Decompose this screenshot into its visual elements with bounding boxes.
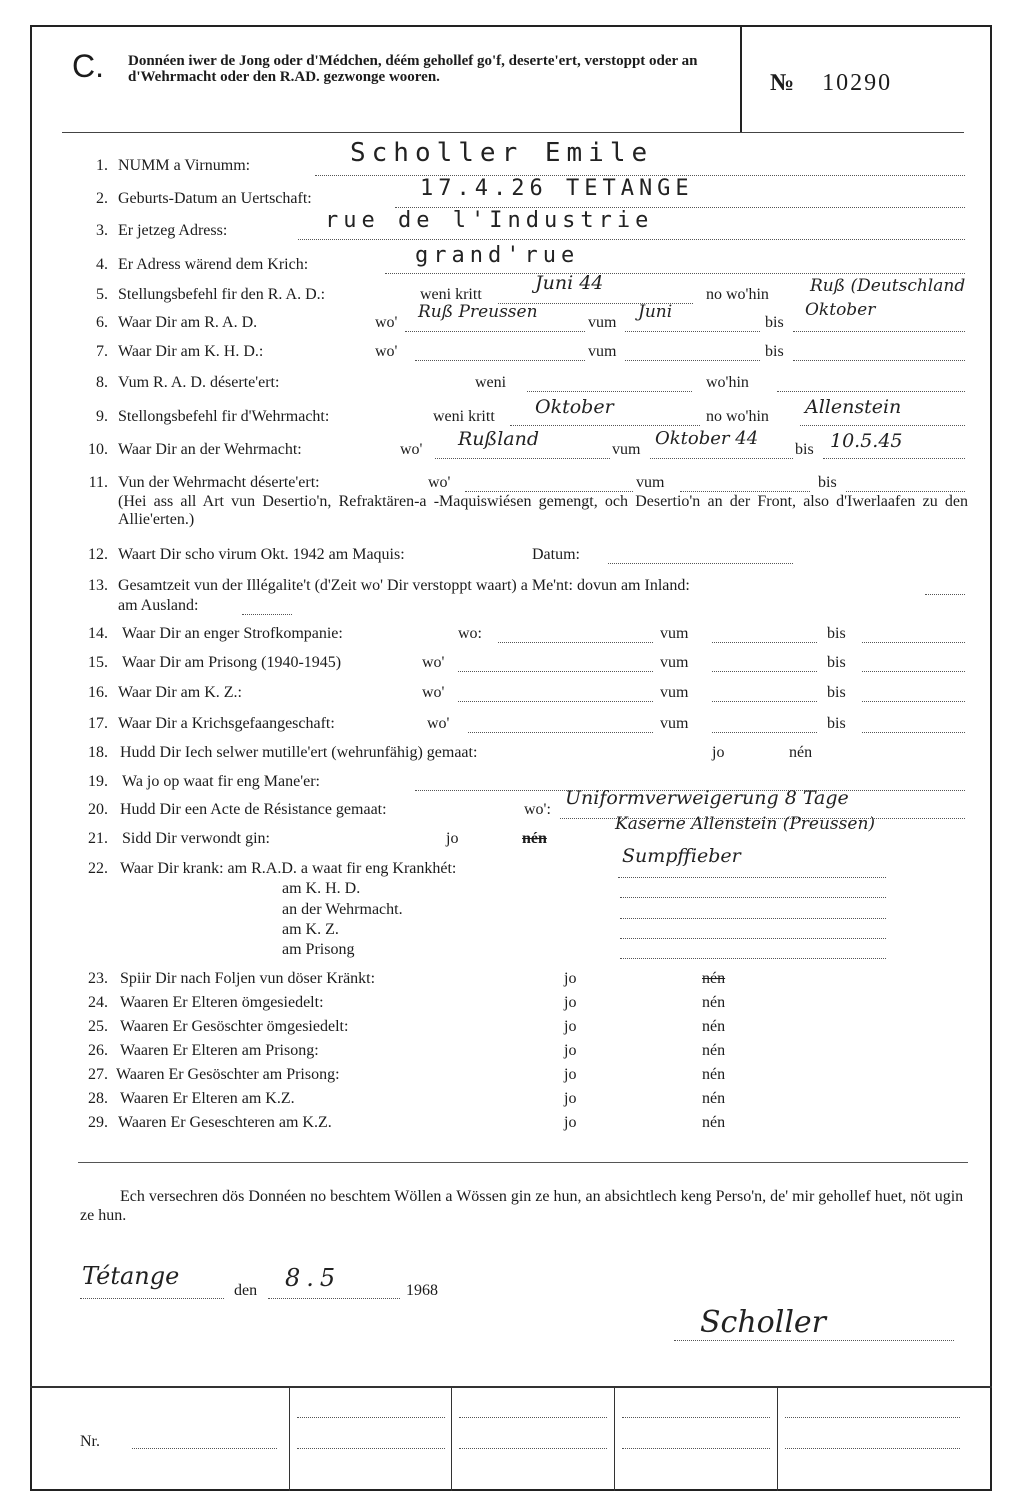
vum-label: vum <box>660 625 689 642</box>
illness-khd-label: am K. H. D. <box>282 880 361 897</box>
row-number: 15. <box>88 654 108 671</box>
nen-option[interactable]: nén <box>789 744 813 761</box>
footer-line[interactable] <box>459 1448 607 1449</box>
nen-option[interactable]: nén <box>702 1018 726 1035</box>
jo-option[interactable]: jo <box>564 1114 577 1131</box>
wehrmacht-desert-label: Vun der Wehrmacht déserte'ert: <box>118 474 320 491</box>
section-letter: C. <box>72 48 104 84</box>
penal-label: Waar Dir an enger Strofkompanie: <box>122 625 343 642</box>
rad-label: Waar Dir am R. A. D. <box>118 314 258 331</box>
illness-kz-label: am K. Z. <box>282 921 339 938</box>
wo-label: wo' <box>375 314 398 331</box>
vum-label: vum <box>660 715 689 732</box>
footer-line[interactable] <box>297 1417 445 1418</box>
datum-label: Datum: <box>532 546 580 563</box>
wo-label: wo' <box>422 654 445 671</box>
rad-where-value[interactable]: Ruß Preussen <box>418 302 538 322</box>
jo-option[interactable]: jo <box>564 1042 577 1059</box>
year-label: 1968 <box>406 1282 438 1299</box>
header-divider <box>740 27 742 132</box>
row-number: 11. <box>88 474 108 491</box>
vum-label: vum <box>660 654 689 671</box>
wehrmacht-order-label: Stellongsbefehl fir d'Wehrmacht: <box>118 408 330 425</box>
footer-col-2 <box>451 1388 452 1491</box>
row-number: 23. <box>88 970 108 987</box>
weni-label: weni <box>475 374 507 391</box>
form-number-value: 10290 <box>822 70 893 96</box>
bis-label: bis <box>827 684 846 701</box>
siblings-prison-label: Waaren Er Gesöschter am Prisong: <box>116 1066 340 1083</box>
den-label: den <box>234 1282 258 1299</box>
signature-value[interactable]: Scholler <box>700 1305 827 1340</box>
footer-line[interactable] <box>785 1448 960 1449</box>
jo-option[interactable]: jo <box>564 994 577 1011</box>
khd-label: Waar Dir am K. H. D.: <box>118 343 264 360</box>
wehrmacht-to-value[interactable]: 10.5.45 <box>830 430 903 452</box>
khd-to-line <box>793 360 965 361</box>
bis-label: bis <box>795 441 814 458</box>
row-number: 2. <box>96 190 108 207</box>
wehrmacht-order-where-line <box>800 425 965 426</box>
jo-option[interactable]: jo <box>564 1090 577 1107</box>
row-number: 16. <box>88 684 108 701</box>
pow-label: Waar Dir a Krichsgefaangeschaft: <box>118 715 335 732</box>
footer-col-1 <box>289 1388 290 1491</box>
vum-label: vum <box>660 684 689 701</box>
row-number: 6. <box>96 314 108 331</box>
manner-label: Wa jo op waat fir eng Mane'er: <box>122 773 320 790</box>
resistance-label: Hudd Dir een Acte de Résistance gemaat: <box>120 801 387 818</box>
illness-khd-line <box>620 897 886 898</box>
rad-order-label: Stellungsbefehl fir den R. A. D.: <box>118 286 326 303</box>
desertion-note: (Hei ass all Art vun Desertio'n, Refraktären-a -Maquiswiésen gemengt, och Desertio'n an der Front, also d'Iwerlaafen zu den Allie'erten.) <box>118 493 968 528</box>
khd-where-line <box>415 360 585 361</box>
date-line <box>268 1298 400 1299</box>
wehrmacht-order-when-line <box>510 425 700 426</box>
wohin-label: no wo'hin <box>706 286 769 303</box>
footer-line[interactable] <box>785 1417 960 1418</box>
penal-from-line <box>712 642 817 643</box>
parents-prison-label: Waaren Er Elteren am Prisong: <box>120 1042 319 1059</box>
prison-from-line <box>712 671 817 672</box>
khd-from-line <box>625 360 760 361</box>
wo-label: wo' <box>422 684 445 701</box>
place-line <box>80 1298 224 1299</box>
siblings-kz-label: Waaren Er Geseschteren am K.Z. <box>118 1114 332 1131</box>
bis-label: bis <box>818 474 837 491</box>
row-number: 1. <box>96 157 108 174</box>
jo-option[interactable]: jo <box>712 744 725 761</box>
self-mutilation-label: Hudd Dir Iech selwer mutille'ert (wehrunfähig) gemaat: <box>120 744 478 761</box>
wehrmacht-label: Waar Dir an der Wehrmacht: <box>118 441 302 458</box>
row-number: 5. <box>96 286 108 303</box>
row-number: 9. <box>96 408 108 425</box>
kz-where-line <box>458 701 653 702</box>
vum-label: vum <box>636 474 665 491</box>
bis-label: bis <box>827 654 846 671</box>
wehrmacht-desert-to-line <box>846 491 965 492</box>
name-label: NUMM a Virnumm: <box>118 157 251 174</box>
illness-rad-value[interactable]: Sumpffieber <box>622 845 741 867</box>
declaration-text: Ech versechren dös Donnéen no beschtem Wöllen a Wössen gin ze hun, an absichtlech keng Perso'n, de' mir gehollef huet, nöt ugin ze hun. <box>80 1188 964 1224</box>
siblings-resettled-label: Waaren Er Gesöschter ömgesiedelt: <box>120 1018 349 1035</box>
row-number: 14. <box>88 625 108 642</box>
wounded-note-value[interactable]: Kaserne Allenstein (Preussen) <box>615 814 876 834</box>
illegality-label: Gesamtzeit vun der Illégalite't (d'Zeit wo' Dir verstoppt waart) a Me'nt: dovun am Inland: <box>118 577 690 594</box>
nen-option[interactable]: nén <box>702 1090 726 1107</box>
row-number: 4. <box>96 256 108 273</box>
address-value[interactable]: rue de l'Industrie <box>325 208 654 233</box>
rad-desert-when-line <box>527 391 692 392</box>
rad-desert-where-line <box>777 391 965 392</box>
prison-to-line <box>862 671 965 672</box>
wehrmacht-from-value[interactable]: Oktober 44 <box>655 428 759 449</box>
wehrmacht-order-when-value[interactable]: Oktober <box>535 396 614 418</box>
wo-label: wo' <box>375 343 398 360</box>
signature-line <box>674 1340 954 1341</box>
row-number: 8. <box>96 374 108 391</box>
row-number: 21. <box>88 830 108 847</box>
weni-label: weni kritt <box>433 408 495 425</box>
wo-label: wo: <box>458 625 482 642</box>
address-line <box>298 239 965 240</box>
wehrmacht-where-value[interactable]: Rußland <box>458 428 540 450</box>
illness-wehrmacht-line <box>620 918 886 919</box>
rad-to-line <box>793 331 965 332</box>
name-value[interactable]: Scholler Emile <box>350 138 654 168</box>
rad-to-value[interactable]: Oktober <box>805 300 876 320</box>
illness-prison-label: am Prisong <box>282 941 355 958</box>
war-address-line <box>385 273 965 274</box>
nr-label: Nr. <box>80 1433 100 1450</box>
row-number: 10. <box>88 441 108 458</box>
kz-from-line <box>712 701 817 702</box>
nen-option[interactable]: nén <box>702 1114 726 1131</box>
illness-label: Waar Dir krank: am R.A.D. a waat fir eng Krankhét: <box>120 860 457 877</box>
row-number: 19. <box>88 773 108 790</box>
row-number: 12. <box>88 546 108 563</box>
row-number: 13. <box>88 577 108 594</box>
wo-label: wo' <box>427 715 450 732</box>
footer-col-4 <box>777 1388 778 1491</box>
number-sign: № <box>770 70 797 96</box>
birth-value[interactable]: 17.4.26 TETANGE <box>420 176 694 201</box>
birth-label: Geburts-Datum an Uertschaft: <box>118 190 312 207</box>
bis-label: bis <box>827 715 846 732</box>
wohin-label: no wo'hin <box>706 408 769 425</box>
row-number: 24. <box>88 994 108 1011</box>
parents-resettled-label: Waaren Er Elteren ömgesiedelt: <box>120 994 324 1011</box>
header-rule <box>62 132 964 133</box>
row-number: 29. <box>88 1114 108 1131</box>
rad-from-value[interactable]: Juni <box>638 302 673 322</box>
rad-order-where-value[interactable]: Ruß (Deutschland <box>810 276 966 296</box>
row-number: 17. <box>88 715 108 732</box>
footer-line[interactable] <box>459 1417 607 1418</box>
wounded-label: Sidd Dir verwondt gin: <box>122 830 270 847</box>
place-value[interactable]: Tétange <box>82 1262 180 1290</box>
wo-label: wo' <box>428 474 451 491</box>
resistance-value[interactable]: Uniformverweigerung 8 Tage <box>565 787 849 809</box>
abroad-label: am Ausland: <box>118 597 199 614</box>
nen-option[interactable]: nén <box>702 994 726 1011</box>
illness-wehrmacht-label: an der Wehrmacht. <box>282 901 403 918</box>
section-rule <box>78 1162 968 1163</box>
row-number: 28. <box>88 1090 108 1107</box>
illness-prison-line <box>620 958 886 959</box>
address-label: Er jetzeg Adress: <box>118 222 228 239</box>
row-number: 27. <box>88 1066 108 1083</box>
nr-line[interactable] <box>132 1448 277 1449</box>
war-address-value[interactable]: grand'rue <box>415 243 580 268</box>
wehrmacht-from-line <box>650 458 793 459</box>
footer-line[interactable] <box>622 1417 770 1418</box>
nen-option[interactable]: nén <box>702 1066 726 1083</box>
wohin-label: wo'hin <box>706 374 749 391</box>
vum-label: vum <box>612 441 641 458</box>
pow-where-line <box>468 732 653 733</box>
jo-option[interactable]: jo <box>564 1018 577 1035</box>
wehrmacht-where-line <box>435 458 610 459</box>
form-title: Donnéen iwer de Jong oder d'Médchen, déém gehollef go'f, deserte'ert, verstoppt oder an d'Wehrmacht oder den R.AD. gezwonge wooren. <box>128 53 698 85</box>
weni-label: weni kritt <box>420 286 482 303</box>
row-number: 3. <box>96 222 108 239</box>
illness-rad-line <box>618 877 886 878</box>
rad-from-line <box>625 331 760 332</box>
pow-from-line <box>712 732 817 733</box>
wehrmacht-order-where-value[interactable]: Allenstein <box>805 396 902 418</box>
footer-line[interactable] <box>622 1448 770 1449</box>
nen-option[interactable]: nén <box>702 970 726 987</box>
wehrmacht-desert-from-line <box>680 491 810 492</box>
jo-option[interactable]: jo <box>564 1066 577 1083</box>
nen-option[interactable]: nén <box>522 830 547 847</box>
row-number: 25. <box>88 1018 108 1035</box>
wehrmacht-desert-where-line <box>465 491 633 492</box>
rad-where-line <box>405 331 585 332</box>
parents-kz-label: Waaren Er Elteren am K.Z. <box>120 1090 295 1107</box>
illness-kz-line <box>620 938 886 939</box>
row-number: 7. <box>96 343 108 360</box>
wehrmacht-to-line <box>823 458 965 459</box>
after-effects-label: Spiir Dir nach Foljen vun döser Kränkt: <box>120 970 376 987</box>
maquis-date-line <box>608 563 793 564</box>
penal-to-line <box>862 642 965 643</box>
bis-label: bis <box>765 343 784 360</box>
footer-line[interactable] <box>297 1448 445 1449</box>
vum-label: vum <box>588 314 617 331</box>
bis-label: bis <box>765 314 784 331</box>
kz-label: Waar Dir am K. Z.: <box>118 684 242 701</box>
jo-option[interactable]: jo <box>446 830 459 847</box>
prison-where-line <box>458 671 653 672</box>
bis-label: bis <box>827 625 846 642</box>
abroad-line <box>242 614 292 615</box>
date-value[interactable]: 8.5 <box>285 1264 342 1292</box>
prison-label: Waar Dir am Prisong (1940-1945) <box>122 654 342 671</box>
footer-col-3 <box>614 1388 615 1491</box>
war-address-label: Er Adress wärend dem Krich: <box>118 256 309 273</box>
row-number: 18. <box>88 744 108 761</box>
inland-line <box>925 594 965 595</box>
penal-where-line <box>498 642 653 643</box>
jo-option[interactable]: jo <box>564 970 577 987</box>
wo-label: wo': <box>524 801 551 818</box>
rad-desert-label: Vum R. A. D. déserte'ert: <box>118 374 280 391</box>
wo-label: wo' <box>400 441 423 458</box>
form-number <box>770 70 892 97</box>
maquis-label: Waart Dir scho virum Okt. 1942 am Maquis: <box>118 546 405 563</box>
row-number: 22. <box>88 860 108 877</box>
vum-label: vum <box>588 343 617 360</box>
rad-order-when-value[interactable]: Juni 44 <box>535 272 604 294</box>
footer-top-rule <box>30 1386 992 1388</box>
row-number: 20. <box>88 801 108 818</box>
row-number: 26. <box>88 1042 108 1059</box>
kz-to-line <box>862 701 965 702</box>
nen-option[interactable]: nén <box>702 1042 726 1059</box>
pow-to-line <box>862 732 965 733</box>
